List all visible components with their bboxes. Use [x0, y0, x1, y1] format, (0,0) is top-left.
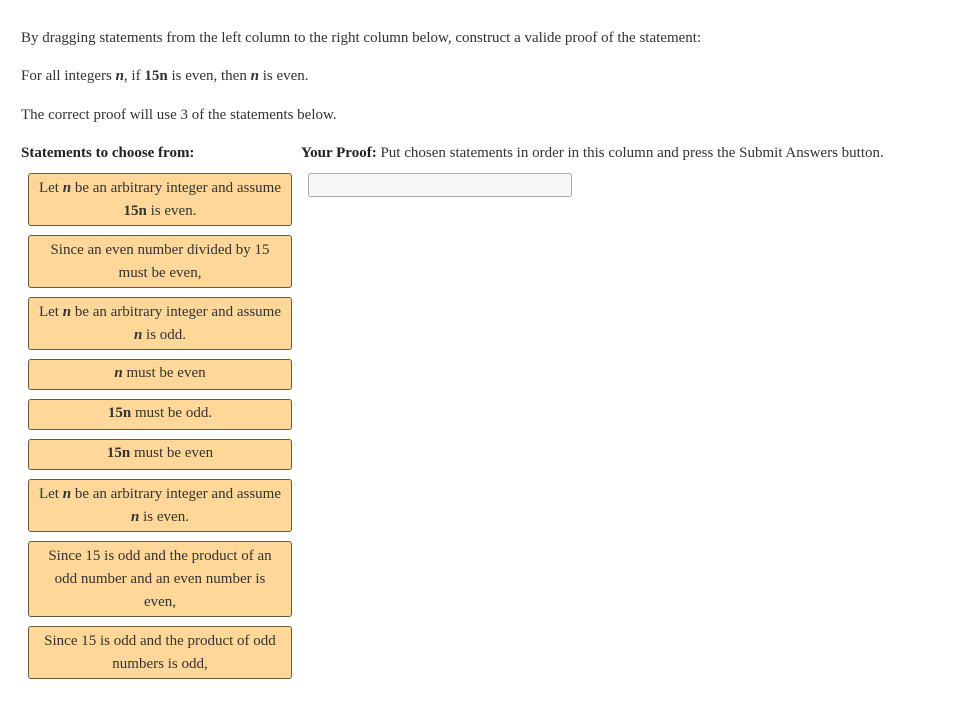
statement-card-3[interactable]: Let n be an arbitrary integer and assume n is odd.: [28, 297, 292, 350]
statement-card-5[interactable]: 15n must be odd.: [28, 399, 292, 430]
source-column-label: Statements to choose from:: [21, 145, 195, 161]
proof-drop-zone[interactable]: [308, 173, 572, 197]
math-var: n: [250, 68, 259, 84]
theorem-statement: For all integers n, if 15n is even, then n is even.: [21, 68, 309, 84]
statement-card-2[interactable]: Since an even number divided by 15 must be even,: [28, 235, 292, 288]
statement-card-1[interactable]: Let n be an arbitrary integer and assume 15n is even.: [28, 173, 292, 226]
statement-source-list: [28, 173, 292, 688]
statement-card-9[interactable]: Since 15 is odd and the product of odd numbers is odd,: [28, 626, 292, 679]
statement-card-6[interactable]: 15n must be even: [28, 439, 292, 470]
instructions-intro: By dragging statements from the left column to the right column below, construct a valide proof of the statement:: [21, 30, 702, 46]
statement-card-4[interactable]: n must be even: [28, 359, 292, 390]
statement-count-note: The correct proof will use 3 of the statements below.: [21, 107, 337, 123]
proof-column-label: Your Proof: Put chosen statements in order in this column and press the Submit Answers button.: [301, 145, 884, 161]
math-expr: 15n: [144, 68, 168, 84]
statement-card-7[interactable]: Let n be an arbitrary integer and assume n is even.: [28, 479, 292, 532]
statement-card-8[interactable]: Since 15 is odd and the product of an odd number and an even number is even,: [28, 541, 292, 617]
math-var: n: [115, 68, 124, 84]
